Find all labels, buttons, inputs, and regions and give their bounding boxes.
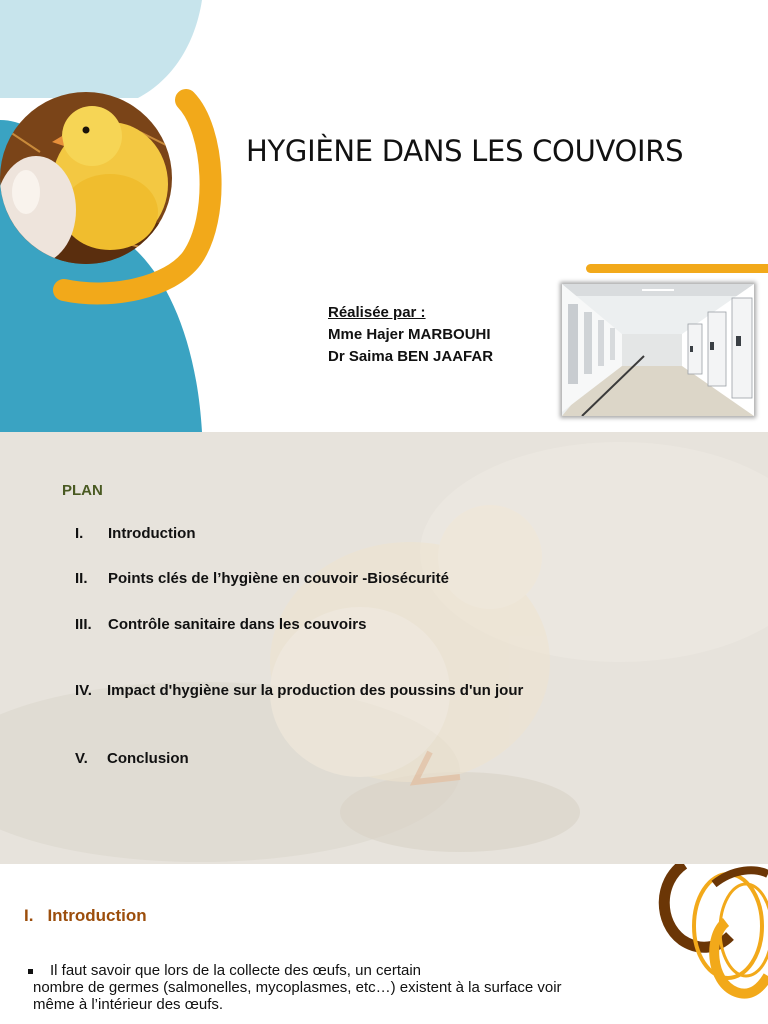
authors-label: Réalisée par : xyxy=(328,304,426,321)
plan-item-text: Contrôle sanitaire dans les couvoirs xyxy=(108,616,367,633)
chick-egg-photo xyxy=(0,92,172,264)
plan-item-text: Introduction xyxy=(108,525,196,542)
paragraph-line: Il faut savoir que lors de la collecte des œufs, un certain xyxy=(50,962,422,979)
plan-item-text: Conclusion xyxy=(107,750,189,767)
paragraph-line: nombre de germes (salmonelles, mycoplasmes, etc…) existent à la surface voir xyxy=(33,979,562,996)
plan-heading: PLAN xyxy=(62,482,103,499)
orange-accent-bar xyxy=(586,264,768,273)
plan-item-number: II. xyxy=(75,570,88,587)
presentation-title: HYGIÈNE DANS LES COUVOIRS xyxy=(246,134,684,168)
section-heading xyxy=(24,906,147,926)
decorative-rings-icon xyxy=(656,864,768,1024)
chick-background-photo xyxy=(0,432,768,864)
plan-item xyxy=(75,570,449,587)
authors-block xyxy=(328,302,493,368)
plan-item-number: III. xyxy=(75,616,92,633)
plan-item xyxy=(75,750,189,767)
plan-item-text: Points clés de l’hygiène en couvoir -Biosécurité xyxy=(108,570,449,587)
plan-item-number: IV. xyxy=(75,682,92,699)
introduction-slide xyxy=(0,864,768,1024)
bullet-paragraph xyxy=(33,962,633,1013)
section-title: Introduction xyxy=(47,906,147,925)
title-slide xyxy=(0,0,768,432)
plan-item xyxy=(75,616,366,633)
paragraph-line: même à l’intérieur des œufs. xyxy=(33,996,224,1013)
plan-item-number: I. xyxy=(75,525,84,542)
plan-item xyxy=(75,682,523,699)
plan-slide xyxy=(0,432,768,864)
plan-item-number: V. xyxy=(75,750,88,767)
section-number: I. xyxy=(24,906,34,925)
plan-item-text: Impact d'hygiène sur la production des poussins d'un jour xyxy=(107,682,524,699)
author-name: Dr Saima BEN JAAFAR xyxy=(328,348,494,365)
hatchery-corridor-photo xyxy=(562,284,754,416)
plan-item xyxy=(75,525,195,542)
author-name: Mme Hajer MARBOUHI xyxy=(328,326,491,343)
